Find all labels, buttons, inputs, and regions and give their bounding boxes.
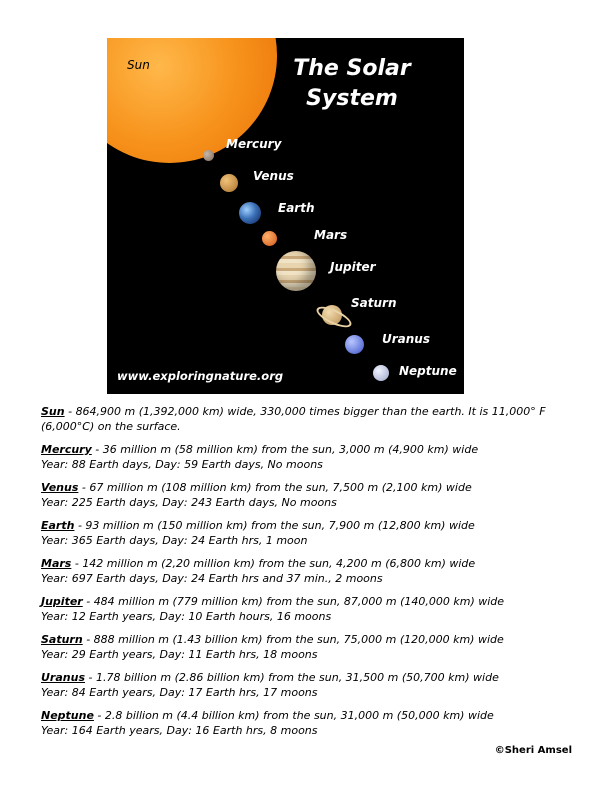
fact-line2: Year: 88 Earth days, Day: 59 Earth days, No moons bbox=[41, 458, 323, 471]
uranus-label: Uranus bbox=[382, 332, 430, 346]
fact-sep: - bbox=[91, 443, 103, 456]
fact-line1: 1.78 billion m (2.86 billion km) from the sun, 31,500 m (50,700 km) wide bbox=[95, 671, 499, 684]
fact-name: Saturn bbox=[41, 633, 83, 646]
jupiter-label: Jupiter bbox=[330, 260, 376, 274]
fact-line1: 142 million m (2,20 million km) from the sun, 4,200 m (6,800 km) wide bbox=[82, 557, 476, 570]
mercury-planet bbox=[203, 150, 214, 161]
earth-planet bbox=[239, 202, 261, 224]
venus-label: Venus bbox=[253, 169, 294, 183]
fact-name: Venus bbox=[41, 481, 79, 494]
jupiter-planet bbox=[276, 251, 316, 291]
poster-title bbox=[277, 54, 427, 114]
title-line-1: The Solar bbox=[293, 56, 411, 81]
fact-sep: - bbox=[71, 557, 83, 570]
neptune-label: Neptune bbox=[399, 364, 457, 378]
solar-system-poster bbox=[107, 38, 464, 394]
title-line-2: System bbox=[306, 86, 398, 111]
fact-sep: - bbox=[78, 481, 90, 494]
fact-name: Jupiter bbox=[41, 595, 83, 608]
fact-name: Uranus bbox=[41, 671, 85, 684]
fact-line1: 2.8 billion m (4.4 billion km) from the sun, 31,000 m (50,000 km) wide bbox=[104, 709, 494, 722]
fact-name: Mars bbox=[41, 557, 72, 570]
fact-sep: - bbox=[82, 595, 94, 608]
fact-line2: Year: 697 Earth days, Day: 24 Earth hrs and 37 min., 2 moons bbox=[41, 572, 383, 585]
fact-line1: 484 million m (779 million km) from the sun, 87,000 m (140,000 km) wide bbox=[93, 595, 505, 608]
fact-line2: Year: 12 Earth years, Day: 10 Earth hours, 16 moons bbox=[41, 610, 332, 623]
fact-name: Mercury bbox=[41, 443, 92, 456]
fact-line2: Year: 29 Earth years, Day: 11 Earth hrs, 18 moons bbox=[41, 648, 318, 661]
venus-planet bbox=[220, 174, 238, 192]
fact-sep: - bbox=[93, 709, 105, 722]
fact-line1: 888 million m (1.43 billion km) from the sun, 75,000 m (120,000 km) wide bbox=[93, 633, 504, 646]
copyright-credit: ©Sheri Amsel bbox=[494, 745, 572, 756]
fact-jupiter bbox=[41, 594, 581, 624]
fact-line2: Year: 365 Earth days, Day: 24 Earth hrs, 1 moon bbox=[41, 534, 308, 547]
fact-line2: Year: 84 Earth years, Day: 17 Earth hrs, 17 moons bbox=[41, 686, 318, 699]
planet-facts bbox=[41, 404, 581, 738]
fact-line2: Year: 164 Earth years, Day: 16 Earth hrs, 8 moons bbox=[41, 724, 318, 737]
fact-venus bbox=[41, 480, 581, 510]
fact-saturn bbox=[41, 632, 581, 662]
fact-line1: 36 million m (58 million km) from the sun, 3,000 m (4,900 km) wide bbox=[102, 443, 479, 456]
uranus-planet bbox=[345, 335, 364, 354]
fact-sep: - bbox=[64, 405, 76, 418]
fact-sun bbox=[41, 404, 581, 434]
mars-label: Mars bbox=[314, 228, 348, 242]
fact-neptune bbox=[41, 708, 581, 738]
fact-sep: - bbox=[85, 671, 96, 684]
fact-line1: 864,900 m (1,392,000 km) wide, 330,000 times bigger than the earth. It is 11,000° F (6,000°C) on the surface. bbox=[41, 405, 546, 433]
fact-line1: 93 million m (150 million km) from the sun, 7,900 m (12,800 km) wide bbox=[85, 519, 475, 532]
saturn-label: Saturn bbox=[351, 296, 397, 310]
mercury-label: Mercury bbox=[226, 137, 282, 151]
website-link[interactable]: www.exploringnature.org bbox=[117, 369, 284, 383]
fact-name: Earth bbox=[41, 519, 75, 532]
fact-earth bbox=[41, 518, 581, 548]
fact-mercury bbox=[41, 442, 581, 472]
fact-line2: Year: 225 Earth days, Day: 243 Earth days, No moons bbox=[41, 496, 337, 509]
mars-planet bbox=[262, 231, 277, 246]
saturn-planet bbox=[318, 302, 344, 328]
sun-label: Sun bbox=[127, 58, 150, 72]
neptune-planet bbox=[373, 365, 389, 381]
fact-sep: - bbox=[82, 633, 94, 646]
fact-name: Neptune bbox=[41, 709, 94, 722]
fact-sep: - bbox=[74, 519, 86, 532]
fact-name: Sun bbox=[41, 405, 65, 418]
fact-uranus bbox=[41, 670, 581, 700]
fact-line1: 67 million m (108 million km) from the sun, 7,500 m (2,100 km) wide bbox=[89, 481, 472, 494]
earth-label: Earth bbox=[278, 201, 315, 215]
fact-mars bbox=[41, 556, 581, 586]
